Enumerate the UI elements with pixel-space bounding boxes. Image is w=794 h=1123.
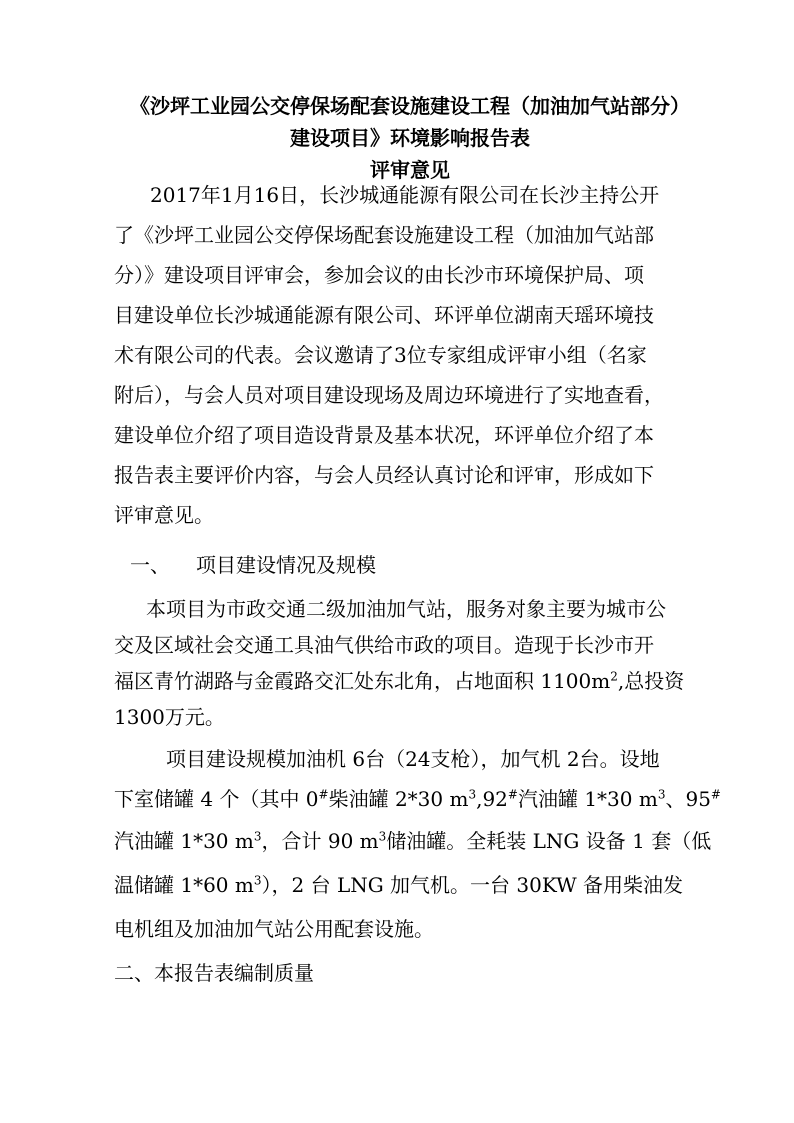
para2-line-5: 电机组及加油加气站公用配套设施。 <box>114 917 434 941</box>
para2-line-4-b: ），2 台 LNG 加气机。一台 30KW 备用柴油发 <box>261 873 684 897</box>
para1-line-2: 交及区域社会交通工具油气供给市政的项目。造现于长沙市开 <box>114 633 654 657</box>
intro-line-9: 评审意见。 <box>114 503 214 527</box>
para2-line-3-a: 汽油罐 1*30 m <box>114 829 254 853</box>
intro-line-7: 建设单位介绍了项目造设背景及基本状况，环评单位介绍了本 <box>114 423 654 447</box>
para2-line-2-a: 下室储罐 4 个（其中 0 <box>114 787 319 811</box>
document-title-line-2: 建设项目》环境影响报告表 <box>290 126 530 150</box>
para2-line-4 <box>114 870 683 900</box>
para2-line-2-b: 柴油罐 2*30 m <box>328 787 469 811</box>
superscript: 3 <box>657 787 666 802</box>
section-2-heading: 二、本报告表编制质量 <box>114 961 314 985</box>
para2-line-2-e: 、95 <box>665 787 711 811</box>
document-subtitle: 评审意见 <box>370 158 450 182</box>
para2-line-4-a: 温储罐 1*60 m <box>114 873 254 897</box>
intro-line-2: 了《沙坪工业园公交停保场配套设施建设工程（加油加气站部 <box>114 223 654 247</box>
intro-line-8: 报告表主要评价内容，与会人员经认真讨论和评审，形成如下 <box>114 463 654 487</box>
superscript: 2 <box>610 669 618 684</box>
para2-line-2-c: ,92 <box>476 787 508 811</box>
superscript: 3 <box>468 787 477 802</box>
document-title-line-1: 《沙坪工业园公交停保场配套设施建设工程（加油加气站部分） <box>130 94 690 118</box>
para1-line-4: 1300万元。 <box>114 705 225 729</box>
para2-line-3-c: 储油罐。全耗装 LNG 设备 1 套（低 <box>386 829 712 853</box>
section-1-number: 一、 <box>130 553 170 577</box>
superscript: 3 <box>378 829 387 844</box>
para1-line-3-text-end: ,总投资 <box>617 669 685 693</box>
para2-line-3-b: ，合计 90 m <box>261 829 379 853</box>
para2-line-2-d: 汽油罐 1*30 m <box>517 787 658 811</box>
para1-line-3-text: 福区青竹湖路与金霞路交汇处东北角，占地面积 1100m <box>114 669 611 693</box>
superscript: # <box>507 787 518 802</box>
intro-line-4: 目建设单位长沙城通能源有限公司、环评单位湖南天瑶环境技 <box>114 303 654 327</box>
superscript: 3 <box>253 829 262 844</box>
para2-line-3 <box>114 826 711 856</box>
intro-line-5: 术有限公司的代表。会议邀请了3位专家组成评审小组（名家 <box>114 343 647 367</box>
intro-line-3: 分）》建设项目评审会，参加会议的由长沙市环境保护局、项 <box>114 263 644 287</box>
section-1-heading: 项目建设情况及规模 <box>196 553 376 577</box>
para1-line-1: 本项目为市政交通二级加油加气站，服务对象主要为城市公 <box>146 597 666 621</box>
superscript: 3 <box>253 873 262 888</box>
superscript: # <box>710 787 721 802</box>
para1-line-3 <box>114 666 684 696</box>
para2-line-1: 项目建设规模加油机 6台（24支枪），加气机 2台。设地 <box>166 747 660 771</box>
para2-line-2 <box>114 784 721 814</box>
intro-line-6: 附后），与会人员对项目建设现场及周边环境进行了实地查看， <box>114 383 664 407</box>
superscript: # <box>318 787 329 802</box>
intro-line-1: 2017年1月16日，长沙城通能源有限公司在长沙主持公开 <box>150 183 660 207</box>
